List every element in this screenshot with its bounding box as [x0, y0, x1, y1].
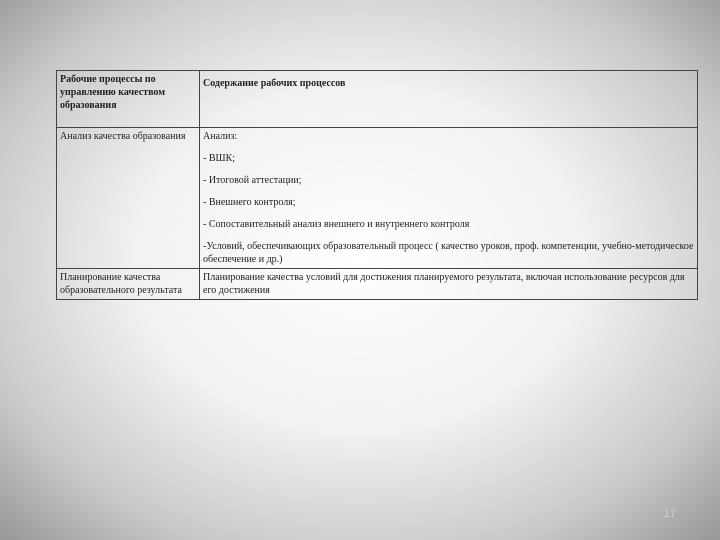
content-line: -Условий, обеспечивающих образовательный процесс ( качество уроков, проф. компетенции, учебно-методическое обеспечение и др.)	[203, 241, 694, 265]
content-line: - Внешнего контроля;	[203, 197, 296, 208]
processes-table	[56, 70, 698, 300]
content-cell	[200, 269, 698, 300]
process-cell: Анализ качества образования	[57, 128, 200, 269]
table-header-row	[57, 71, 698, 128]
content-line: - Итоговой аттестации;	[203, 175, 302, 186]
table-row	[57, 269, 698, 300]
content-line: - ВШК;	[203, 153, 236, 164]
page-number: 17	[663, 508, 676, 520]
header-processes: Рабочие процессы по управлению качеством образования	[57, 71, 200, 128]
content-line: Анализ:	[203, 131, 238, 142]
header-content: Содержание рабочих процессов	[200, 71, 698, 128]
content-line: Планирование качества условий для достижения планируемого результата, включая использование ресурсов для его достижения	[203, 272, 685, 296]
content-line: - Сопоставительный анализ внешнего и внутреннего контроля	[203, 219, 470, 230]
content-cell	[200, 128, 698, 269]
table-row	[57, 128, 698, 269]
process-cell: Планирование качества образовательного результата	[57, 269, 200, 300]
